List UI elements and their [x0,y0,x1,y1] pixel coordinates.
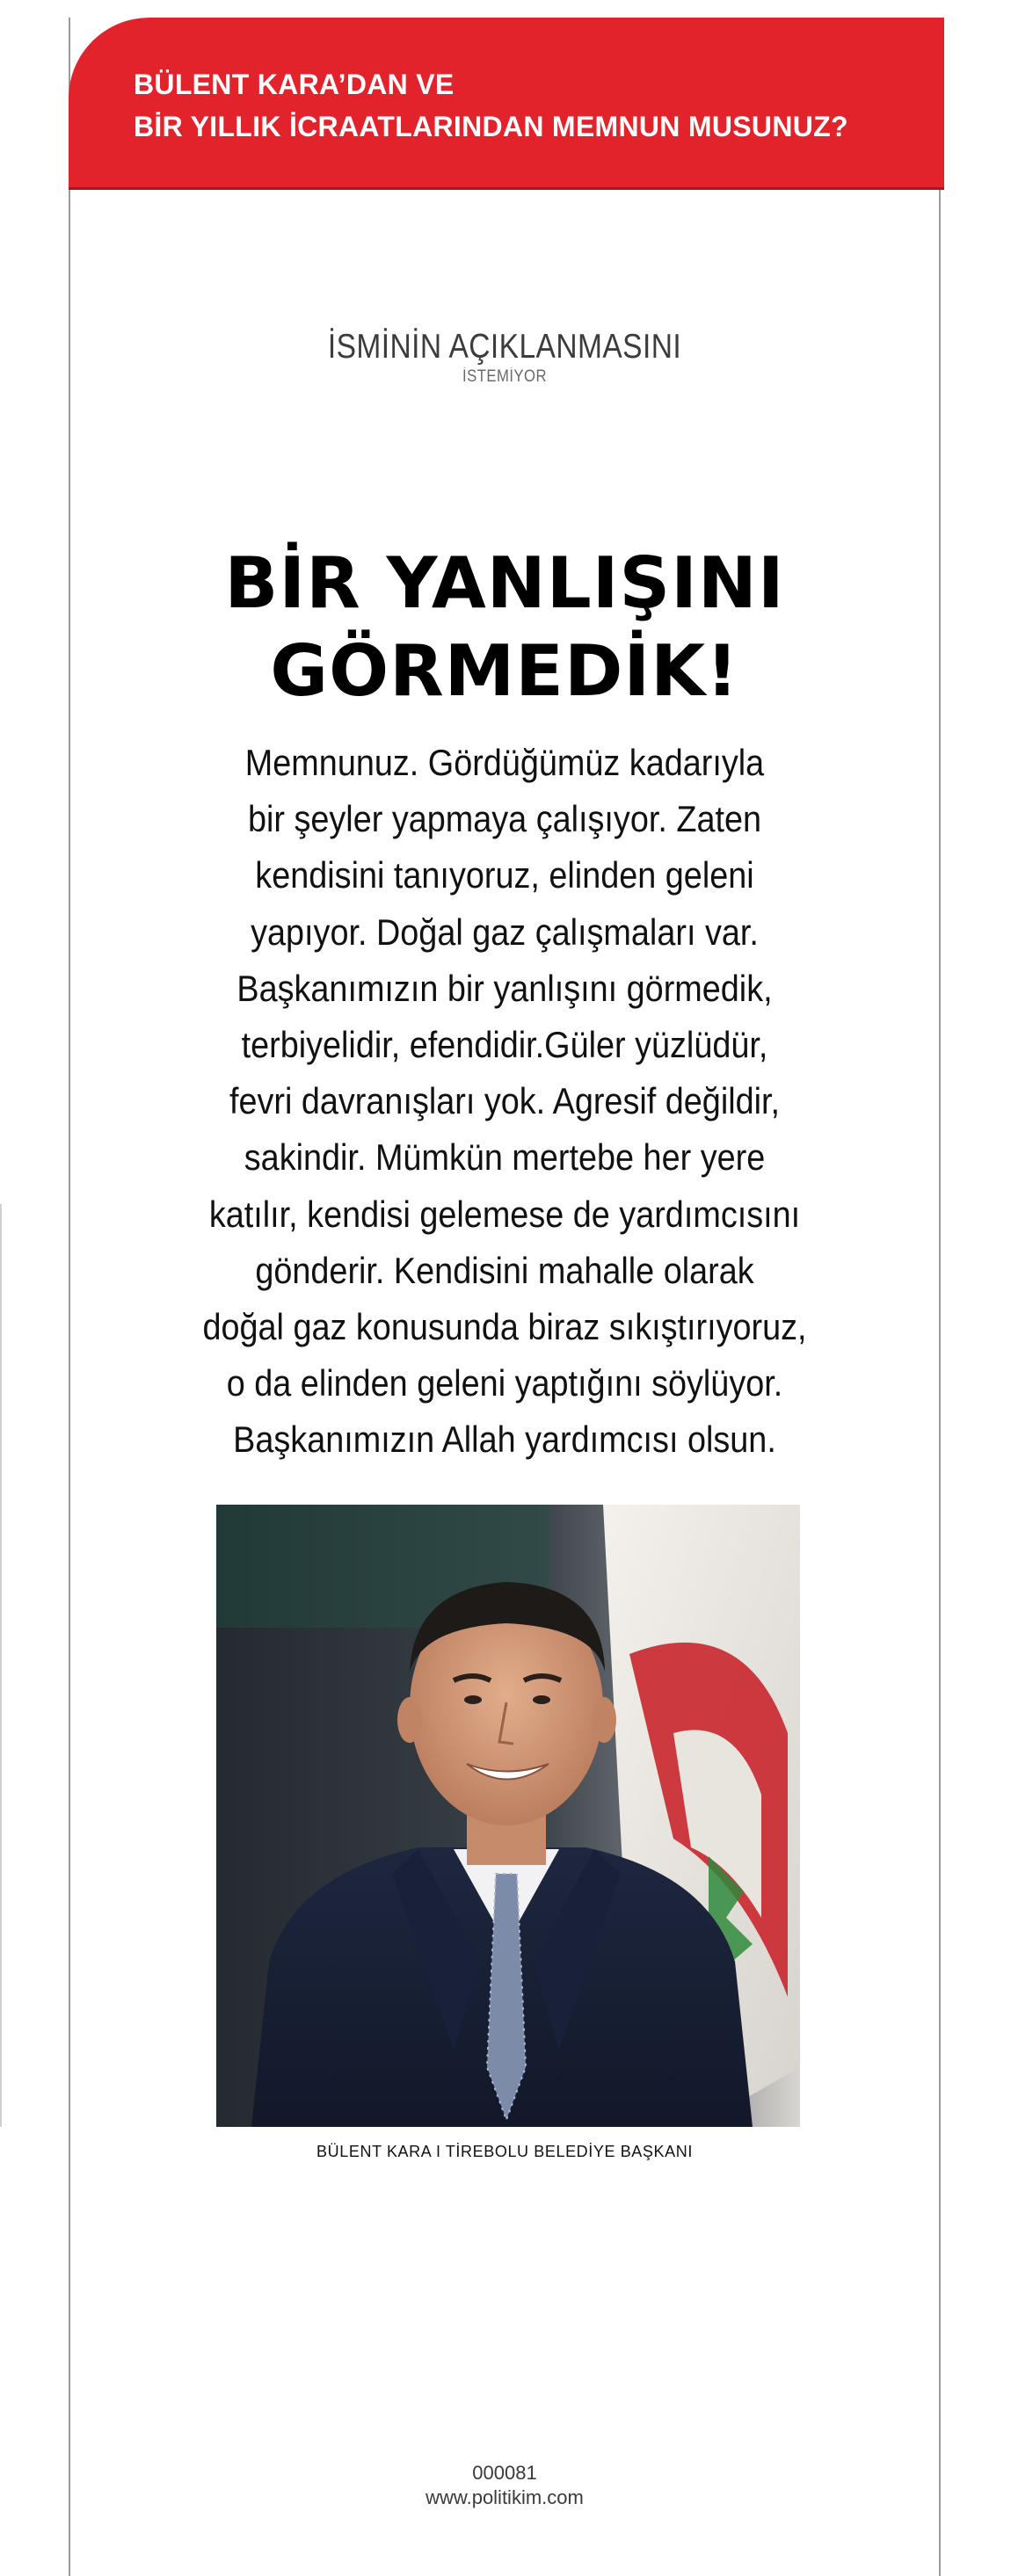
quote-line: terbiyelidir, efendidir.Güler yüzlüdür, [241,1024,768,1066]
quote-line: Başkanımızın bir yanlışını görmedik, [236,967,773,1009]
headline-line-2: GÖRMEDİK! [270,630,739,712]
website-link[interactable]: www.politikim.com [425,2486,584,2508]
mayor-portrait-photo [216,1505,800,2127]
quote-line: sakindir. Mümkün mertebe her yere [244,1136,766,1179]
quote-line: Başkanımızın Allah yardımcısı olsun. [233,1419,776,1461]
quote-line: katılır, kendisi gelemese de yardımcısını [208,1193,801,1235]
page-edge-rule [0,1204,2,2127]
page-code: 000081 [472,2462,537,2484]
quote-line: Memnunuz. Gördüğümüz kadarıyla [244,742,765,783]
survey-card [69,18,941,2576]
quote-line: bir şeyler yapmaya çalışıyor. Zaten [247,798,762,840]
quote-line: gönderir. Kendisini mahalle olarak [255,1249,754,1291]
photo-caption: BÜLENT KARA I TİREBOLU BELEDİYE BAŞKANI [316,2143,693,2160]
quote-body [70,735,939,1469]
quote-line: doğal gaz konusunda biraz sıkıştırıyoruz, [202,1306,807,1348]
respondent-note: İSTEMİYOR [462,367,547,386]
question-line-2: BİR YILLIK İCRAATLARINDAN MEMNUN MUSUNUZ? [134,111,848,142]
quote-line: fevri davranışları yok. Agresif değildir, [229,1080,781,1122]
quote-line: o da elinden geleni yaptığını söylüyor. [226,1362,783,1404]
question-banner [69,18,944,190]
question-line-1: BÜLENT KARA’DAN VE [134,69,455,100]
quote-line: yapıyor. Doğal gaz çalışmaları var. [251,911,759,953]
respondent-name: İSMİNİN AÇIKLANMASINI [327,328,682,366]
headline-line-1: BİR YANLIŞINI [224,542,785,624]
respondent-block [70,327,939,387]
quote-line: kendisini tanıyoruz, elinden geleni [255,854,754,896]
headline [70,540,939,715]
page-footer [70,2461,939,2510]
